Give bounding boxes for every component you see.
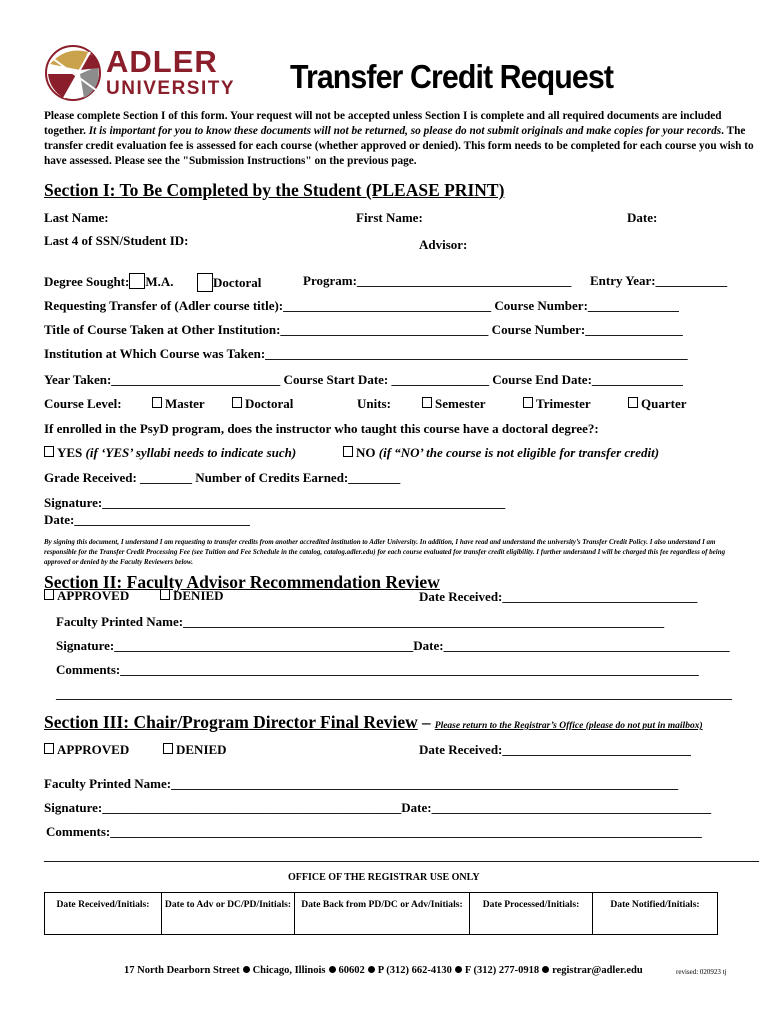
logo-word-adler: ADLER [106, 44, 218, 79]
master-label: Master [165, 396, 205, 411]
semester-label: Semester [435, 396, 486, 411]
doctoral-level-label: Doctoral [245, 396, 294, 411]
bullet-icon [542, 966, 549, 973]
doctoral-checkbox[interactable] [197, 273, 213, 292]
s2-comments-field[interactable]: Comments:_________________________________________________________________________________________ [56, 662, 699, 677]
doctoral-level-option[interactable] [232, 396, 293, 412]
footer-fax: F (312) 277-0918 [464, 965, 540, 976]
s3-approved-label: APPROVED [57, 742, 130, 757]
adler-university-logo [44, 44, 234, 102]
revision-note: revised: 020923 tj [676, 968, 727, 976]
trimester-label: Trimester [536, 396, 591, 411]
registrar-row [45, 893, 718, 935]
intro-italic-text: It is important for you to know these documents will not be returned, so please do not submit originals and make copies for your records [88, 125, 722, 137]
registrar-cell-date-notified[interactable]: Date Notified/Initials: [593, 893, 718, 935]
ssn-student-id-label: Last 4 of SSN/Student ID: [44, 233, 189, 248]
s2-approved-checkbox[interactable] [44, 589, 54, 600]
footer-phone: P (312) 662-4130 [377, 965, 452, 976]
section-3-heading-row [44, 712, 703, 733]
bullet-icon [329, 966, 336, 973]
s2-denied-label: DENIED [173, 588, 224, 603]
section-3-heading: Section III: Chair/Program Director Final Review [44, 712, 418, 732]
yes-checkbox[interactable] [44, 446, 54, 457]
yes-note: (if ‘YES’ syllabi needs to indicate such) [85, 445, 297, 460]
quarter-label: Quarter [641, 396, 687, 411]
intro-text-1: Please complete Section I of this form. Your request will not be accepted unless Section I is complete and all required documents are included together. [44, 110, 722, 137]
ma-label: M.A. [145, 274, 174, 289]
quarter-option[interactable] [628, 396, 686, 412]
intro-paragraph [44, 109, 756, 169]
master-checkbox[interactable] [152, 397, 162, 408]
registrar-cell-date-to-adv[interactable]: Date to Adv or DC/PD/Initials: [162, 893, 295, 935]
acknowledgement-fine-print: By signing this document, I understand I am requesting to transfer credits from another accredited institution to Adler University. In addition, I have read and understand the university’s Transfer Credit Policy. I also understand I am responsible for the Transfer Credit Processing Fee (see Tuition and Fee Schedule in the catalog, catalog.adler.edu) for each course evaluated for transfer credit eligibility. I further understand I will be charged this fee regardless of being approved or denied by the Faculty Reviewers below. [44, 538, 726, 566]
doctoral-level-checkbox[interactable] [232, 397, 242, 408]
bullet-icon [455, 966, 462, 973]
adler-globe-icon [44, 44, 102, 102]
form-title: Transfer Credit Request [290, 58, 614, 95]
no-option[interactable] [343, 445, 659, 461]
no-label: NO [356, 445, 376, 460]
bullet-icon [368, 966, 375, 973]
program-field[interactable]: Program:_________________________________ [303, 273, 572, 288]
section-3-dash: – [417, 713, 435, 732]
yes-label: YES [57, 445, 83, 460]
doctoral-label: Doctoral [213, 275, 262, 290]
s2-approved-option[interactable] [44, 588, 129, 604]
grade-credits-field[interactable]: Grade Received: ________ Number of Credits Earned:________ [44, 470, 401, 485]
s2-denied-option[interactable] [160, 588, 224, 604]
footer-address: 17 North Dearborn Street [124, 965, 240, 976]
adler-course-title-field[interactable]: Requesting Transfer of (Adler course title):________________________________ Course Number:______________ [44, 298, 679, 313]
section-1-heading: Section I: To Be Completed by the Student (PLEASE PRINT) [44, 180, 505, 200]
intro-text-2: . The transfer credit evaluation fee is assessed for each course (whether approved or denied). This form needs to be completed for each course you wish to have assessed. Please see the "Submission Instructions" on the previous page. [44, 125, 754, 167]
s3-comments-line-2[interactable]: ______________________________________________________________________________________________________________ [44, 848, 759, 863]
footer-email[interactable]: registrar@adler.edu [552, 965, 643, 976]
section-3-return-note: Please return to the Registrar’s Office (please do not put in mailbox) [434, 721, 703, 731]
advisor-label: Advisor: [419, 237, 468, 252]
other-institution-course-field[interactable]: Title of Course Taken at Other Institution:________________________________ Course Number:_______________ [44, 322, 683, 337]
student-date-field[interactable]: Date:___________________________ [44, 512, 250, 527]
entry-year-field[interactable]: Entry Year:___________ [590, 273, 728, 288]
s3-denied-checkbox[interactable] [163, 743, 173, 754]
footer-city: Chicago, Illinois [252, 965, 326, 976]
s2-signature-date-field[interactable]: Signature:______________________________________________Date:____________________________________________ [56, 638, 730, 653]
no-checkbox[interactable] [343, 446, 353, 457]
trimester-option[interactable] [523, 396, 591, 412]
trimester-checkbox[interactable] [523, 397, 533, 408]
logo-word-university: UNIVERSITY [106, 78, 236, 99]
registrar-cell-date-back[interactable]: Date Back from PD/DC or Adv/Initials: [295, 893, 470, 935]
s2-faculty-name-field[interactable]: Faculty Printed Name:__________________________________________________________________________ [56, 614, 665, 629]
student-signature-field[interactable]: Signature:______________________________________________________________ [44, 495, 506, 510]
psyd-question: If enrolled in the PsyD program, does the instructor who taught this course have a doctoral degree?: [44, 421, 599, 436]
semester-checkbox[interactable] [422, 397, 432, 408]
s2-approved-label: APPROVED [57, 588, 130, 603]
course-level-label: Course Level: [44, 396, 122, 411]
s3-date-received-field[interactable]: Date Received:_____________________________ [419, 742, 691, 757]
registrar-cell-date-received[interactable]: Date Received/Initials: [45, 893, 162, 935]
year-taken-dates-field[interactable]: Year Taken:__________________________ Course Start Date: _______________ Course End Date:______________ [44, 372, 683, 387]
s3-denied-label: DENIED [176, 742, 227, 757]
master-option[interactable] [152, 396, 205, 412]
yes-option[interactable] [44, 445, 296, 461]
s2-comments-line-2[interactable]: ________________________________________________________________________________________________________ [56, 686, 732, 701]
degree-sought-row [44, 273, 174, 290]
s2-date-received-field[interactable]: Date Received:______________________________ [419, 589, 698, 604]
date-label: Date: [627, 210, 658, 225]
no-note: (if “NO’ the course is not eligible for transfer credit) [378, 445, 660, 460]
s3-signature-date-field[interactable]: Signature:______________________________________________Date:___________________________________________ [44, 800, 712, 815]
s3-approved-checkbox[interactable] [44, 743, 54, 754]
ma-checkbox[interactable] [129, 273, 145, 289]
first-name-label: First Name: [356, 210, 423, 225]
s3-faculty-name-field[interactable]: Faculty Printed Name:______________________________________________________________________________ [44, 776, 679, 791]
s2-denied-checkbox[interactable] [160, 589, 170, 600]
s3-approved-option[interactable] [44, 742, 129, 758]
degree-sought-label: Degree Sought: [44, 274, 130, 289]
semester-option[interactable] [422, 396, 486, 412]
institution-field[interactable]: Institution at Which Course was Taken:_________________________________________________________________ [44, 346, 688, 361]
doctoral-degree-option [197, 273, 261, 292]
footer-contact [124, 965, 643, 976]
registrar-cell-date-processed[interactable]: Date Processed/Initials: [470, 893, 593, 935]
quarter-checkbox[interactable] [628, 397, 638, 408]
footer-zip: 60602 [338, 965, 365, 976]
s3-comments-field[interactable]: Comments:___________________________________________________________________________________________ [46, 824, 702, 839]
section-2-heading: Section II: Faculty Advisor Recommendation Review [44, 572, 440, 592]
s3-denied-option[interactable] [163, 742, 227, 758]
units-label: Units: [357, 396, 391, 411]
last-name-label: Last Name: [44, 210, 109, 225]
registrar-use-table [44, 892, 718, 935]
registrar-use-heading: OFFICE OF THE REGISTRAR USE ONLY [288, 872, 480, 883]
bullet-icon [243, 966, 250, 973]
